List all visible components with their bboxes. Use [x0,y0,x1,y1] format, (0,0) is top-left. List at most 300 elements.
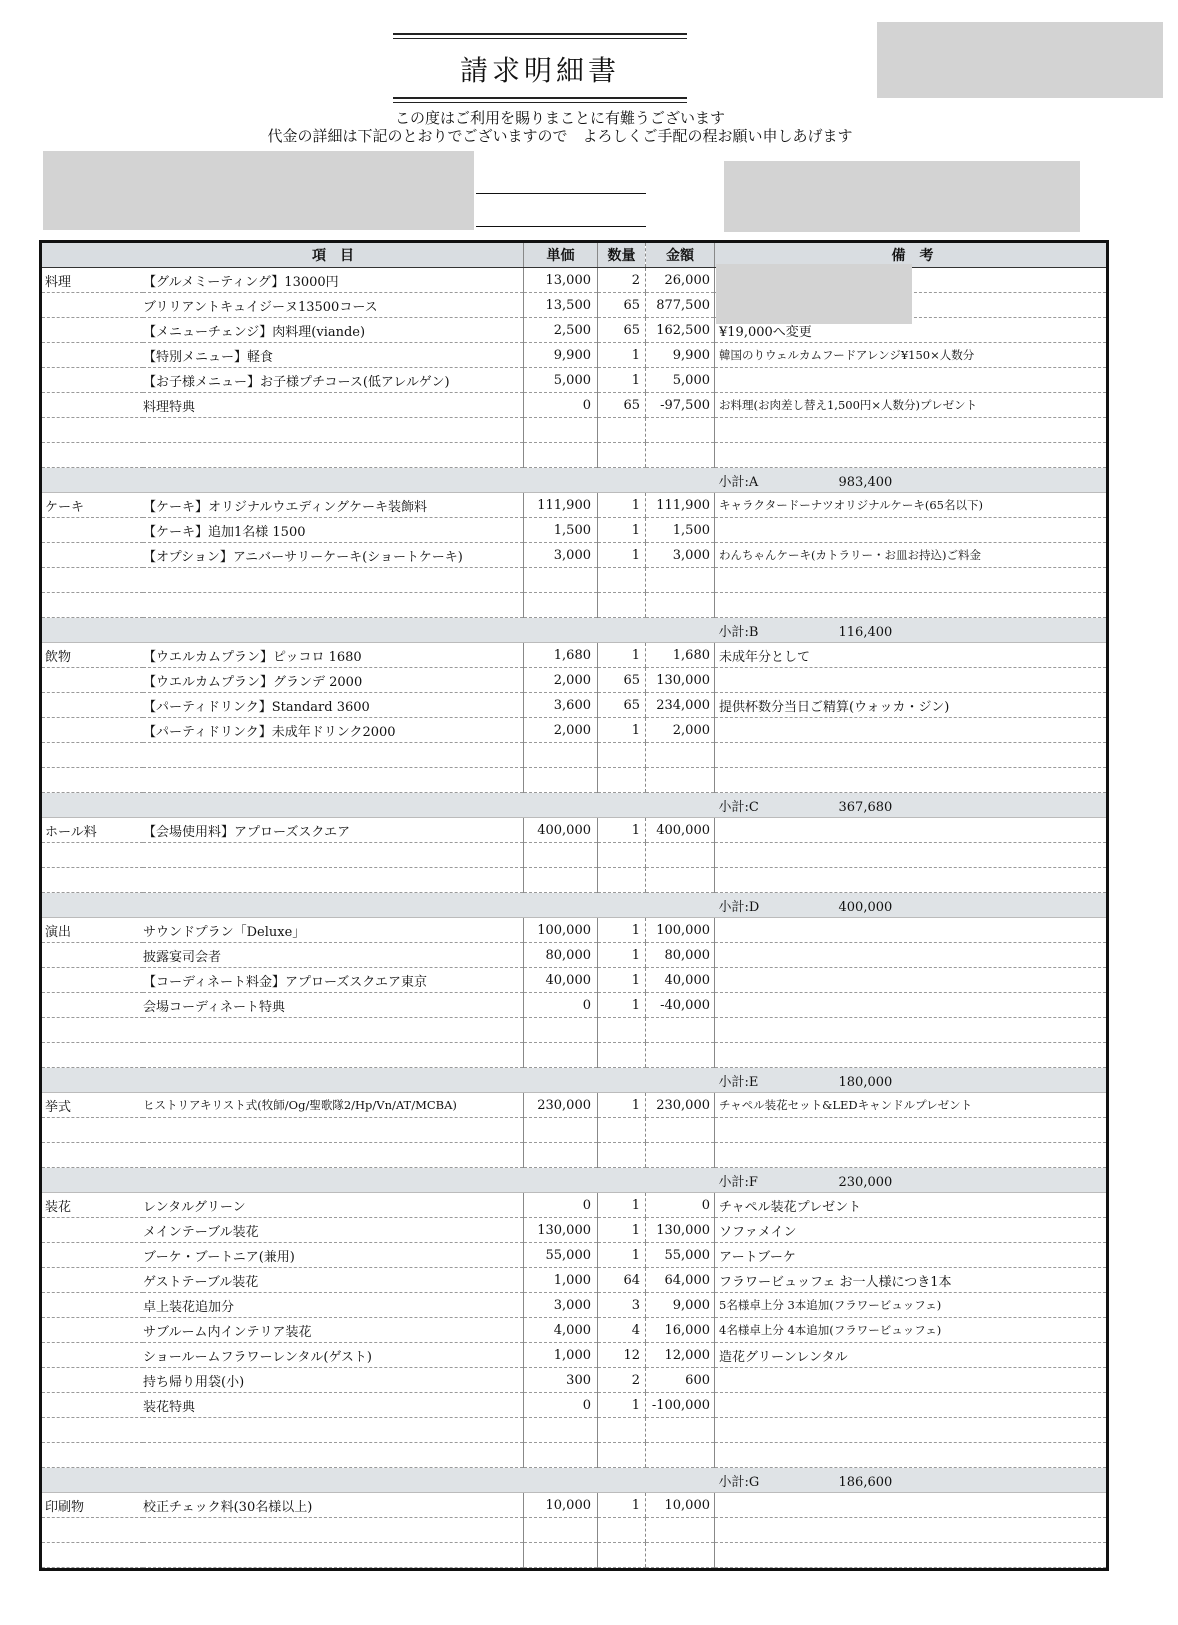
row-category [42,1293,143,1318]
row-category: 飲物 [42,643,143,668]
blank-cell [524,443,598,468]
subtotal-spacer [143,1468,524,1493]
row-remarks: お料理(お肉差し替え1,500円×人数分)プレゼント [715,393,1107,418]
row-remarks [715,518,1107,543]
blank-cell [143,743,524,768]
row-quantity: 65 [598,668,646,693]
blank-cell [524,1443,598,1468]
blank-row [42,443,1106,468]
table-row [42,1393,1106,1418]
row-unit-price: 0 [524,1393,598,1418]
row-remarks: ソファメイン [715,1218,1107,1243]
row-quantity: 1 [598,1393,646,1418]
row-item: 卓上装花追加分 [143,1293,524,1318]
row-category [42,1343,143,1368]
row-amount: 0 [646,1193,715,1218]
table-header-row [42,243,1106,268]
page-title: 請求明細書 [459,54,620,87]
row-remarks [715,368,1107,393]
row-remarks [715,1368,1107,1393]
blank-cell [646,418,715,443]
row-unit-price: 400,000 [524,818,598,843]
blank-cell [715,1443,1107,1468]
row-remarks: 4名様卓上分 4本追加(フラワービュッフェ) [715,1318,1107,1343]
subtotal-row [42,468,1106,493]
redacted-box-customer [43,151,474,230]
row-item: 【オプション】アニバーサリーケーキ(ショートケーキ) [143,543,524,568]
row-amount: 130,000 [646,1218,715,1243]
invoice-table [39,240,1109,1571]
blank-cell [646,593,715,618]
blank-cell [715,1418,1107,1443]
row-item: 【ウエルカムプラン】グランデ 2000 [143,668,524,693]
blank-cell [42,868,143,893]
table-row [42,1218,1106,1243]
blank-row [42,1143,1106,1168]
blank-row [42,1118,1106,1143]
row-amount: -40,000 [646,993,715,1018]
row-unit-price: 2,000 [524,718,598,743]
row-quantity: 65 [598,693,646,718]
blank-cell [143,1018,524,1043]
subtotal-spacer [42,1168,143,1193]
blank-cell [715,1043,1107,1068]
table-row [42,518,1106,543]
row-remarks: 韓国のりウェルカムフードアレンジ¥150×人数分 [715,343,1107,368]
row-category [42,1393,143,1418]
subtotal-spacer [646,1168,715,1193]
row-category [42,968,143,993]
blank-cell [715,568,1107,593]
row-quantity: 4 [598,1318,646,1343]
row-remarks: チャペル装花セット&LEDキャンドルプレゼント [715,1093,1107,1118]
subtotal-spacer [646,893,715,918]
subtotal-spacer [598,1168,646,1193]
table-row [42,543,1106,568]
blank-cell [646,1443,715,1468]
title-rule-top [393,33,687,35]
row-unit-price: 300 [524,1368,598,1393]
blank-cell [143,768,524,793]
subtotal-value: 186,600 [838,1474,893,1490]
row-amount: 12,000 [646,1343,715,1368]
row-item: 【会場使用料】アプローズスクエア [143,818,524,843]
subtotal-spacer [42,468,143,493]
row-unit-price: 100,000 [524,918,598,943]
subtotal-spacer [143,468,524,493]
row-amount: 16,000 [646,1318,715,1343]
row-item: 持ち帰り用袋(小) [143,1368,524,1393]
blank-cell [42,1143,143,1168]
subtotal-row [42,1468,1106,1493]
title-rule-top-2 [393,38,687,39]
subtotal-row [42,893,1106,918]
blank-cell [524,568,598,593]
row-unit-price: 40,000 [524,968,598,993]
blank-cell [646,768,715,793]
row-quantity: 3 [598,1293,646,1318]
blank-cell [143,568,524,593]
blank-cell [598,1518,646,1543]
blank-cell [524,1518,598,1543]
row-item: ゲストテーブル装花 [143,1268,524,1293]
row-item: 【お子様メニュー】お子様プチコース(低アレルゲン) [143,368,524,393]
row-unit-price: 13,500 [524,293,598,318]
subtotal-spacer [598,468,646,493]
row-category [42,718,143,743]
row-item: 【パーティドリンク】Standard 3600 [143,693,524,718]
row-unit-price: 1,000 [524,1343,598,1368]
blank-row [42,1043,1106,1068]
blank-cell [646,1018,715,1043]
blank-cell [524,868,598,893]
blank-cell [598,1418,646,1443]
row-item: 披露宴司会者 [143,943,524,968]
row-item: 【ケーキ】追加1名様 1500 [143,518,524,543]
title-rule-bottom [393,97,687,99]
row-item: ヒストリアキリスト式(牧師/Og/聖歌隊2/Hp/Vn/AT/MCBA) [143,1093,524,1118]
row-quantity: 1 [598,643,646,668]
blank-cell [715,843,1107,868]
blank-cell [646,1518,715,1543]
row-quantity: 1 [598,343,646,368]
subtotal-spacer [646,1068,715,1093]
row-category [42,1268,143,1293]
row-category [42,943,143,968]
subtotal-spacer [42,1068,143,1093]
table-row [42,993,1106,1018]
blank-cell [524,1418,598,1443]
blank-cell [143,443,524,468]
row-unit-price: 1,000 [524,1268,598,1293]
row-quantity: 2 [598,1368,646,1393]
greeting-line-2: 代金の詳細は下記のとおりでございますので よろしくご手配の程お願い申しあげます [267,127,853,145]
row-unit-price: 130,000 [524,1218,598,1243]
row-amount: 130,000 [646,668,715,693]
table-row [42,643,1106,668]
blank-cell [598,743,646,768]
subtotal-label: 小計:B [718,624,759,640]
row-amount: 10,000 [646,1493,715,1518]
blank-cell [42,1118,143,1143]
subtotal-value: 367,680 [838,799,893,815]
row-unit-price: 55,000 [524,1243,598,1268]
subtotal-spacer [598,793,646,818]
title-block [393,33,687,103]
blank-cell [42,1443,143,1468]
blank-cell [143,843,524,868]
blank-row [42,768,1106,793]
subtotal-spacer [598,1068,646,1093]
blank-row [42,593,1106,618]
blank-cell [42,593,143,618]
blank-cell [598,418,646,443]
blank-cell [598,843,646,868]
blank-cell [646,743,715,768]
subtotal-row [42,618,1106,643]
blank-cell [598,1543,646,1568]
row-unit-price: 3,000 [524,1293,598,1318]
blank-cell [524,1543,598,1568]
row-amount: -97,500 [646,393,715,418]
blank-cell [143,1543,524,1568]
blank-cell [42,843,143,868]
subtotal-label: 小計:A [718,474,759,490]
blank-cell [715,1543,1107,1568]
row-amount: 5,000 [646,368,715,393]
subtotal-spacer [524,1468,598,1493]
row-category [42,543,143,568]
row-item: サウンドプラン「Deluxe」 [143,918,524,943]
blank-cell [524,418,598,443]
blank-row [42,568,1106,593]
row-amount: 2,000 [646,718,715,743]
row-remarks: 未成年分として [715,643,1107,668]
subtotal-label: 小計:C [718,799,759,815]
row-item: ブーケ・ブートニア(兼用) [143,1243,524,1268]
row-remarks: わんちゃんケーキ(カトラリー・お皿お持込)ご料金 [715,543,1107,568]
row-item: サブルーム内インテリア装花 [143,1318,524,1343]
subtotal-label: 小計:G [718,1474,760,1490]
row-category [42,393,143,418]
row-remarks [715,818,1107,843]
subtotal-spacer [143,618,524,643]
table-row [42,693,1106,718]
row-quantity: 1 [598,818,646,843]
row-category [42,693,143,718]
blank-cell [598,1443,646,1468]
subtotal-row [42,793,1106,818]
row-item: 装花特典 [143,1393,524,1418]
table-row [42,943,1106,968]
blank-cell [715,743,1107,768]
blank-cell [42,768,143,793]
blank-cell [143,1043,524,1068]
row-category [42,1368,143,1393]
table-row [42,1293,1106,1318]
blank-cell [598,868,646,893]
row-category [42,1243,143,1268]
greeting-text [200,109,920,145]
table-row [42,918,1106,943]
row-unit-price: 5,000 [524,368,598,393]
table-row [42,1268,1106,1293]
row-category [42,518,143,543]
row-item: 【ウエルカムプラン】ピッコロ 1680 [143,643,524,668]
subtotal-spacer [143,1168,524,1193]
row-remarks: フラワービュッフェ お一人様につき1本 [715,1268,1107,1293]
redacted-box-remarks [716,264,912,324]
blank-cell [143,868,524,893]
row-remarks: ¥19,000へ変更 [715,318,1107,343]
blank-cell [524,1118,598,1143]
subtotal-spacer [646,618,715,643]
row-unit-price: 0 [524,393,598,418]
header-quantity: 数量 [598,243,646,268]
row-amount: 100,000 [646,918,715,943]
blank-cell [524,593,598,618]
subtotal-spacer [646,1468,715,1493]
table-row [42,1493,1106,1518]
blank-row [42,868,1106,893]
row-amount: 80,000 [646,943,715,968]
blank-row [42,1018,1106,1043]
blank-cell [524,1043,598,1068]
blank-cell [524,1143,598,1168]
subtotal-value: 116,400 [838,624,893,640]
blank-cell [42,1043,143,1068]
row-quantity: 1 [598,1093,646,1118]
header-unit-price: 単価 [524,243,598,268]
row-quantity: 1 [598,1193,646,1218]
row-unit-price: 2,500 [524,318,598,343]
blank-cell [646,868,715,893]
row-remarks: 造花グリーンレンタル [715,1343,1107,1368]
table-row [42,393,1106,418]
table-row [42,1093,1106,1118]
table-row [42,818,1106,843]
row-amount: 111,900 [646,493,715,518]
row-amount: 600 [646,1368,715,1393]
blank-cell [715,1118,1107,1143]
table-row [42,968,1106,993]
blank-cell [715,443,1107,468]
subtotal-spacer [143,1068,524,1093]
signature-line-1 [476,193,646,194]
title-rule-bottom-2 [393,102,687,103]
row-quantity: 1 [598,1493,646,1518]
row-category [42,1318,143,1343]
blank-cell [646,1543,715,1568]
row-amount: 1,680 [646,643,715,668]
header-item: 項 目 [143,243,524,268]
table-row [42,343,1106,368]
blank-cell [715,1143,1107,1168]
row-unit-price: 80,000 [524,943,598,968]
row-quantity: 1 [598,968,646,993]
blank-cell [524,768,598,793]
subtotal-spacer [42,793,143,818]
table-row [42,493,1106,518]
row-category [42,1218,143,1243]
row-unit-price: 3,600 [524,693,598,718]
row-remarks [715,668,1107,693]
blank-row [42,1418,1106,1443]
row-category [42,343,143,368]
blank-cell [143,1443,524,1468]
blank-cell [143,593,524,618]
blank-cell [715,1518,1107,1543]
row-quantity: 1 [598,1218,646,1243]
row-unit-price: 9,900 [524,343,598,368]
row-unit-price: 111,900 [524,493,598,518]
row-remarks: キャラクタードーナツオリジナルケーキ(65名以下) [715,493,1107,518]
blank-cell [598,1018,646,1043]
row-amount: 55,000 [646,1243,715,1268]
row-category [42,368,143,393]
blank-cell [646,1143,715,1168]
row-quantity: 1 [598,493,646,518]
row-item: 【メニューチェンジ】肉料理(viande) [143,318,524,343]
blank-row [42,843,1106,868]
table-row [42,293,1106,318]
blank-cell [646,1118,715,1143]
table-row [42,1193,1106,1218]
row-amount: 3,000 [646,543,715,568]
blank-cell [143,1418,524,1443]
row-item: 校正チェック料(30名様以上) [143,1493,524,1518]
row-amount: -100,000 [646,1393,715,1418]
row-remarks: 提供杯数分当日ご精算(ウォッカ・ジン) [715,693,1107,718]
row-amount: 9,000 [646,1293,715,1318]
subtotal-spacer [524,1068,598,1093]
subtotal-spacer [524,893,598,918]
row-item: メインテーブル装花 [143,1218,524,1243]
row-remarks: アートブーケ [715,1243,1107,1268]
row-unit-price: 4,000 [524,1318,598,1343]
table-row [42,1368,1106,1393]
blank-cell [42,1518,143,1543]
row-remarks [715,993,1107,1018]
blank-row [42,418,1106,443]
row-remarks: チャペル装花プレゼント [715,1193,1107,1218]
row-remarks [715,1393,1107,1418]
subtotal-spacer [524,468,598,493]
row-category [42,993,143,1018]
row-remarks [715,1493,1107,1518]
subtotal-spacer [143,793,524,818]
row-unit-price: 1,500 [524,518,598,543]
row-quantity: 12 [598,1343,646,1368]
blank-cell [646,443,715,468]
header-remarks: 備 考 [715,243,1107,268]
row-amount: 9,900 [646,343,715,368]
row-item: 【特別メニュー】軽食 [143,343,524,368]
subtotal-value: 230,000 [838,1174,893,1190]
greeting-line-1: この度はご利用を賜りまことに有難うございます [394,109,725,127]
row-quantity: 2 [598,268,646,293]
row-category [42,668,143,693]
blank-cell [42,568,143,593]
subtotal-spacer [524,793,598,818]
row-item: ショールームフラワーレンタル(ゲスト) [143,1343,524,1368]
row-quantity: 1 [598,518,646,543]
blank-cell [715,418,1107,443]
subtotal-spacer [646,468,715,493]
subtotal-spacer [598,618,646,643]
row-quantity: 1 [598,918,646,943]
row-unit-price: 0 [524,993,598,1018]
row-unit-price: 0 [524,1193,598,1218]
subtotal-spacer [42,893,143,918]
blank-cell [143,1143,524,1168]
row-amount: 1,500 [646,518,715,543]
row-unit-price: 3,000 [524,543,598,568]
blank-row [42,1443,1106,1468]
blank-cell [646,1418,715,1443]
row-item: レンタルグリーン [143,1193,524,1218]
row-quantity: 65 [598,318,646,343]
row-category: 印刷物 [42,1493,143,1518]
row-unit-price: 230,000 [524,1093,598,1118]
subtotal-value: 180,000 [838,1074,893,1090]
subtotal-spacer [524,618,598,643]
blank-cell [42,418,143,443]
subtotal-spacer [524,1168,598,1193]
blank-cell [598,1143,646,1168]
table-row [42,1318,1106,1343]
blank-row [42,1543,1106,1568]
